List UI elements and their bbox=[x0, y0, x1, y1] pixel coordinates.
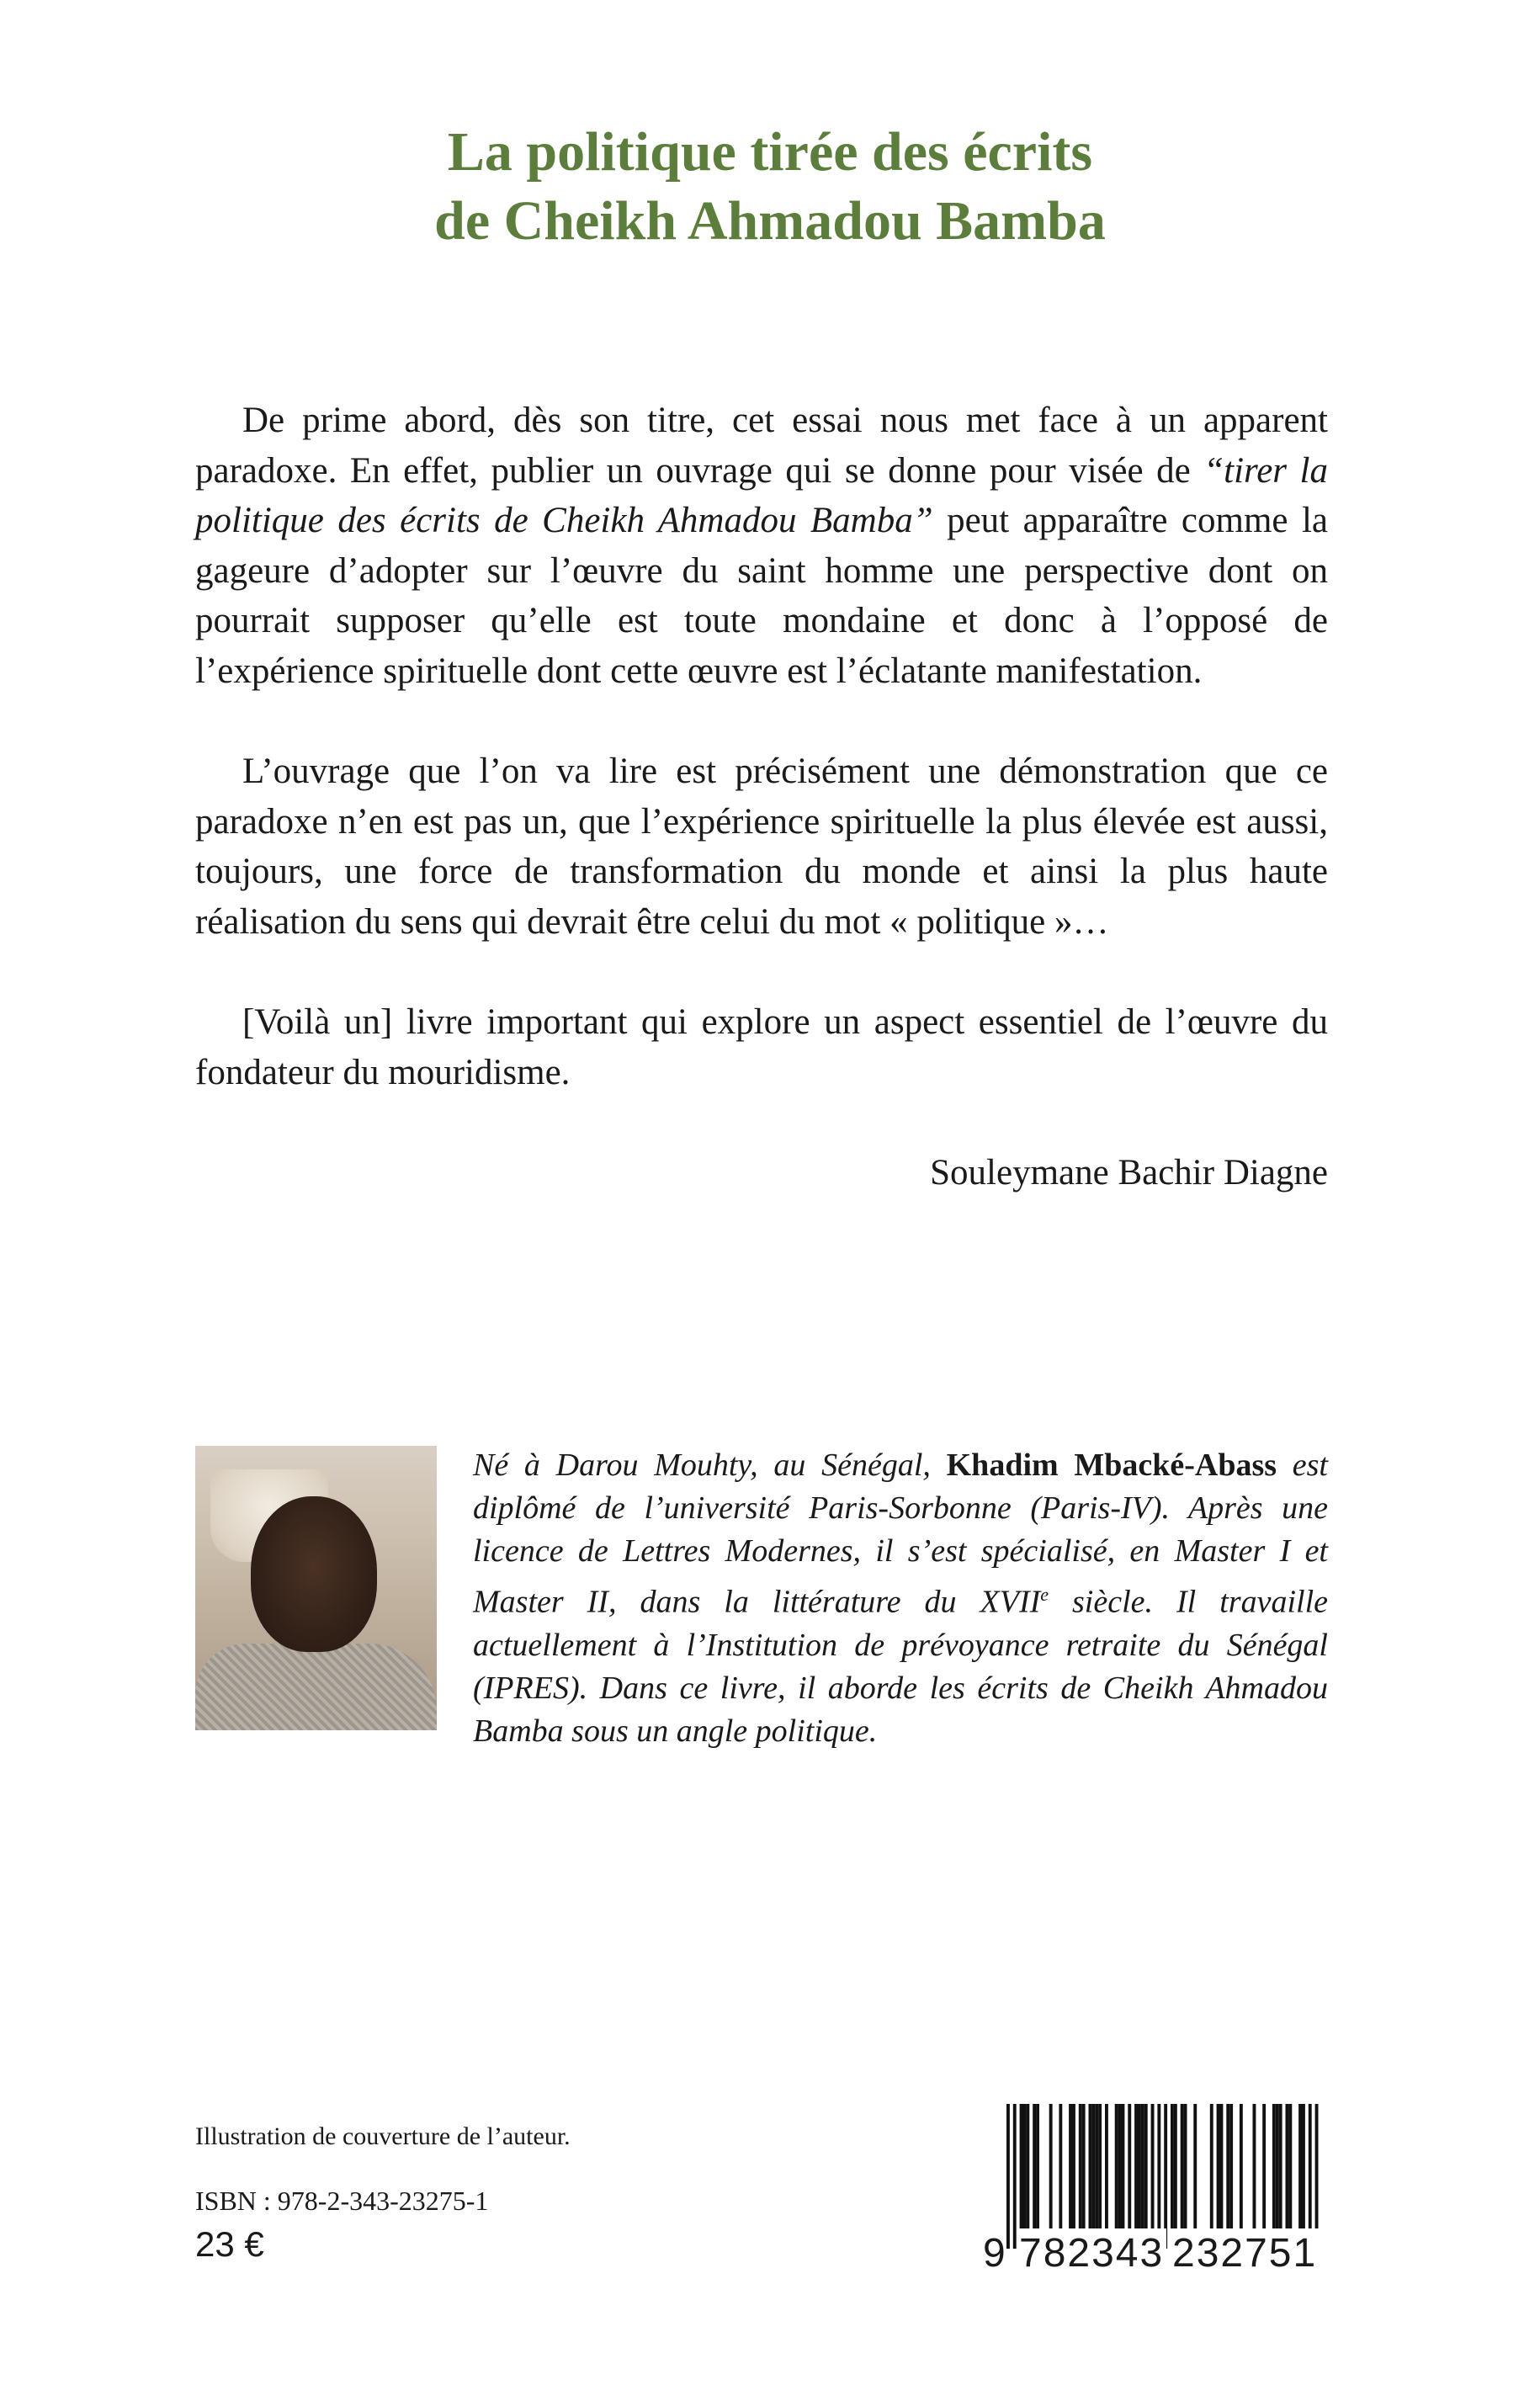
barcode-bar bbox=[1184, 2104, 1187, 2232]
barcode-bar bbox=[1171, 2104, 1174, 2232]
photo-portrait bbox=[251, 1496, 377, 1652]
cover-credit: Illustration de couverture de l’auteur. bbox=[195, 2122, 571, 2150]
isbn: ISBN : 978-2-343-23275-1 bbox=[195, 2186, 489, 2216]
barcode-digits bbox=[983, 2228, 1330, 2279]
barcode-bar bbox=[1023, 2104, 1027, 2232]
barcode-bar bbox=[1226, 2104, 1229, 2232]
barcode-bar bbox=[1240, 2104, 1243, 2232]
barcode-bar bbox=[1174, 2104, 1177, 2232]
barcode-bar bbox=[1262, 2104, 1266, 2232]
bio-text-b: siècle. Il travaille actuellement à l’Institution de prévoyance retraite du Sénégal (IPRES). Dans ce livre, il aborde les écrits de Cheikh Ahmadou Bamba sous un angle politique. bbox=[473, 1584, 1328, 1749]
bio-superscript: e bbox=[1040, 1584, 1049, 1605]
photo-shirt bbox=[195, 1644, 437, 1730]
barcode-bar bbox=[1098, 2104, 1102, 2232]
barcode-bar bbox=[1315, 2104, 1319, 2249]
barcode-bar bbox=[1006, 2104, 1010, 2249]
barcode-bar bbox=[1072, 2104, 1075, 2232]
barcode-bar bbox=[1272, 2104, 1276, 2232]
barcode-bar bbox=[1069, 2104, 1072, 2232]
barcode-bar bbox=[1026, 2104, 1029, 2232]
barcode-bar bbox=[1220, 2104, 1224, 2232]
barcode-bar bbox=[1193, 2104, 1197, 2232]
barcode-digits-right: 232751 bbox=[1170, 2228, 1320, 2279]
barcode-digit-first: 9 bbox=[983, 2231, 1007, 2276]
quoted-title: “tirer la politique des écrits de Cheikh Ahmadou Bamba” bbox=[195, 450, 1329, 540]
barcode-bar bbox=[1128, 2104, 1131, 2232]
author-photo bbox=[195, 1446, 437, 1730]
barcode-bar bbox=[1141, 2104, 1144, 2232]
barcode-bar bbox=[1122, 2104, 1125, 2232]
barcode-bar bbox=[1036, 2104, 1039, 2232]
paragraph-1 bbox=[195, 396, 1328, 696]
barcode-bar bbox=[1138, 2104, 1141, 2232]
price: 23 € bbox=[195, 2224, 264, 2264]
barcode-bar bbox=[1288, 2104, 1292, 2232]
bio-text-a: est diplômé de l’université Paris-Sorbonne (Paris-IV). Après une licence de Lettres Modernes, il s’est spécialisé, en Master I et Master II, dans la littérature du XVII bbox=[473, 1447, 1328, 1620]
book-title bbox=[0, 118, 1540, 256]
paragraph-1-end: peut apparaître comme la gageure d’adopter sur l’œuvre du saint homme une perspective dont on pourrait supposer qu’elle est toute mondaine et donc à l’opposé de l’expérience spirituelle dont cette œuvre est l’éclatante manifestation. bbox=[195, 501, 1328, 691]
barcode-bar bbox=[1302, 2104, 1305, 2232]
barcode-bar bbox=[1217, 2104, 1220, 2232]
barcode-bar bbox=[1279, 2104, 1282, 2232]
barcode-bar bbox=[1298, 2104, 1302, 2232]
barcode-bar bbox=[1105, 2104, 1108, 2232]
author-name: Khadim Mbacké-Abass bbox=[946, 1447, 1277, 1483]
barcode-bar bbox=[1134, 2104, 1138, 2232]
barcode-bar bbox=[1059, 2104, 1062, 2232]
barcode-bar bbox=[1095, 2104, 1098, 2232]
barcode-bar bbox=[1049, 2104, 1053, 2232]
barcode-bar bbox=[1151, 2104, 1155, 2232]
title-line-2: de Cheikh Ahmadou Bamba bbox=[434, 190, 1106, 252]
barcode-bar bbox=[1115, 2104, 1118, 2232]
title-line-1: La politique tirée des écrits bbox=[447, 121, 1093, 183]
barcode-bar bbox=[1164, 2104, 1167, 2249]
barcode-bar bbox=[1082, 2104, 1086, 2232]
barcode-bar bbox=[1276, 2104, 1279, 2232]
barcode-bar bbox=[1033, 2104, 1036, 2232]
barcode-bar bbox=[1079, 2104, 1082, 2232]
signature: Souleymane Bachir Diagne bbox=[930, 1153, 1328, 1192]
barcode-bar bbox=[1157, 2104, 1160, 2249]
barcode-bar bbox=[1253, 2104, 1256, 2232]
barcode-bar bbox=[1089, 2104, 1092, 2232]
bio-intro: Né à Darou Mouhty, au Sénégal, bbox=[473, 1447, 947, 1483]
barcode-bar bbox=[1091, 2104, 1095, 2232]
barcode-bar bbox=[1309, 2104, 1312, 2249]
barcode-bar bbox=[1181, 2104, 1184, 2232]
barcode-bar bbox=[1210, 2104, 1213, 2232]
paragraph-2: L’ouvrage que l’on va lire est précisément une démonstration que ce paradoxe n’en est pas un, que l’expérience spirituelle la plus élevée est aussi, toujours, une force de transformation du monde et ainsi la plus haute réalisation du sens qui devrait être celui du mot « politique »… bbox=[195, 752, 1328, 942]
barcode bbox=[983, 2104, 1330, 2282]
author-bio bbox=[473, 1444, 1328, 1753]
barcode-bar bbox=[1013, 2104, 1017, 2249]
blurb bbox=[195, 396, 1328, 1249]
barcode-bar bbox=[1144, 2104, 1148, 2232]
barcode-digits-left: 782343 bbox=[1017, 2228, 1166, 2279]
paragraph-1-start: De prime abord, dès son titre, cet essai nous met face à un apparent paradoxe. En effet, publier un ouvrage qui se donne pour visée de bbox=[195, 401, 1328, 491]
barcode-bar bbox=[1229, 2104, 1233, 2232]
barcode-bar bbox=[1286, 2104, 1289, 2232]
barcode-bar bbox=[1020, 2104, 1023, 2232]
paragraph-3: [Voilà un] livre important qui explore un aspect essentiel de l’œuvre du fondateur du mouridisme. bbox=[195, 1002, 1328, 1092]
barcode-bar bbox=[1118, 2104, 1122, 2232]
